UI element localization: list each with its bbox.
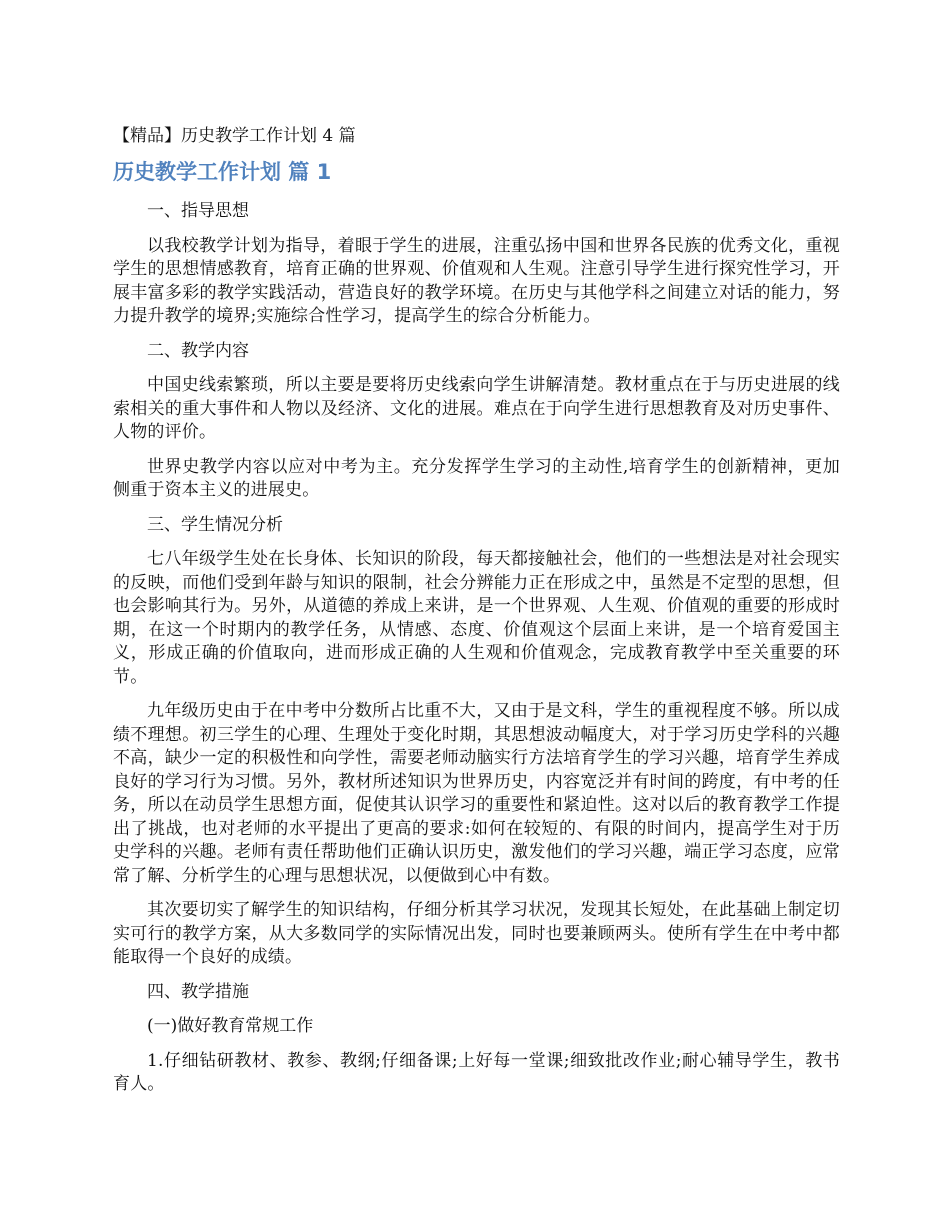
section-heading: 历史教学工作计划 篇 1 (113, 160, 332, 184)
subheading-routine-work: (一)做好教育常规工作 (147, 1016, 314, 1036)
paragraph: 九年级历史由于在中考中分数所占比重不大，又由于是文科，学生的重视程度不够。所以成绩不理想。初三学生的心理、生理处于变化时期，其思想波动幅度大，对于学习历史学科的兴趣不高，缺少一定的积极性和向学性，需要老师动脑实行方法培育学生的学习兴趣，培育学生养成良好的学习行为习惯。另外，教材所述知识为世界历史，内容宽泛并有时间的跨度，有中考的任务，所以在动员学生思想方面，促使其认识学习的重要性和紧迫性。这对以后的教育教学工作提出了挑战，也对老师的水平提出了更高的要求:如何在较短的、有限的时间内，提高学生对于历史学科的兴趣。老师有责任帮助他们正确认识历史，激发他们的学习兴趣，端正学习态度，应常常了解、分析学生的心理与思想状况，以便做到心中有数。 (113, 701, 840, 886)
subheading-teaching-measures: 四、教学措施 (147, 981, 249, 1002)
paragraph: 世界史教学内容以应对中考为主。充分发挥学生学习的主动性,培育学生的创新精神，更加侧重于资本主义的进展史。 (113, 456, 840, 500)
paragraph: 1.仔细钻研教材、教参、教纲;仔细备课;上好每一堂课;细致批改作业;耐心辅导学生，教书育人。 (113, 1050, 840, 1094)
document-content (113, 124, 840, 1108)
document-title: 【精品】历史教学工作计划 4 篇 (113, 126, 356, 146)
subheading-teaching-content: 二、教学内容 (147, 340, 249, 361)
paragraph: 中国史线索繁琐，所以主要是要将历史线索向学生讲解清楚。教材重点在于与历史进展的线索相关的重大事件和人物以及经济、文化的进展。难点在于向学生进行思想教育及对历史事件、人物的评价。 (113, 375, 840, 442)
paragraph: 七八年级学生处在长身体、长知识的阶段，每天都接触社会，他们的一些想法是对社会现实的反映，而他们受到年龄与知识的限制，社会分辨能力正在形成之中，虽然是不定型的思想，但也会影响其行为。另外，从道德的养成上来讲，是一个世界观、人生观、价值观的重要的形成时期，在这一个时期内的教学任务，从情感、态度、价值观这个层面上来讲，是一个培育爱国主义，形成正确的价值取向，进而形成正确的人生观和价值观念，完成教育教学中至关重要的环节。 (113, 549, 840, 687)
paragraph: 以我校教学计划为指导，着眼于学生的进展，注重弘扬中国和世界各民族的优秀文化，重视学生的思想情感教育，培育正确的世界观、价值观和人生观。注意引导学生进行探究性学习，开展丰富多彩的教学实践活动，营造良好的教学环境。在历史与其他学科之间建立对话的能力，努力提升教学的境界;实施综合性学习，提高学生的综合分析能力。 (113, 235, 840, 326)
paragraph: 其次要切实了解学生的知识结构，仔细分析其学习状况，发现其长短处，在此基础上制定切实可行的教学方案，从大多数同学的实际情况出发，同时也要兼顾两头。使所有学生在中考中都能取得一个良好的成绩。 (113, 900, 840, 967)
subheading-guiding-ideology: 一、指导思想 (147, 201, 249, 221)
subheading-student-analysis: 三、学生情况分析 (147, 514, 283, 535)
